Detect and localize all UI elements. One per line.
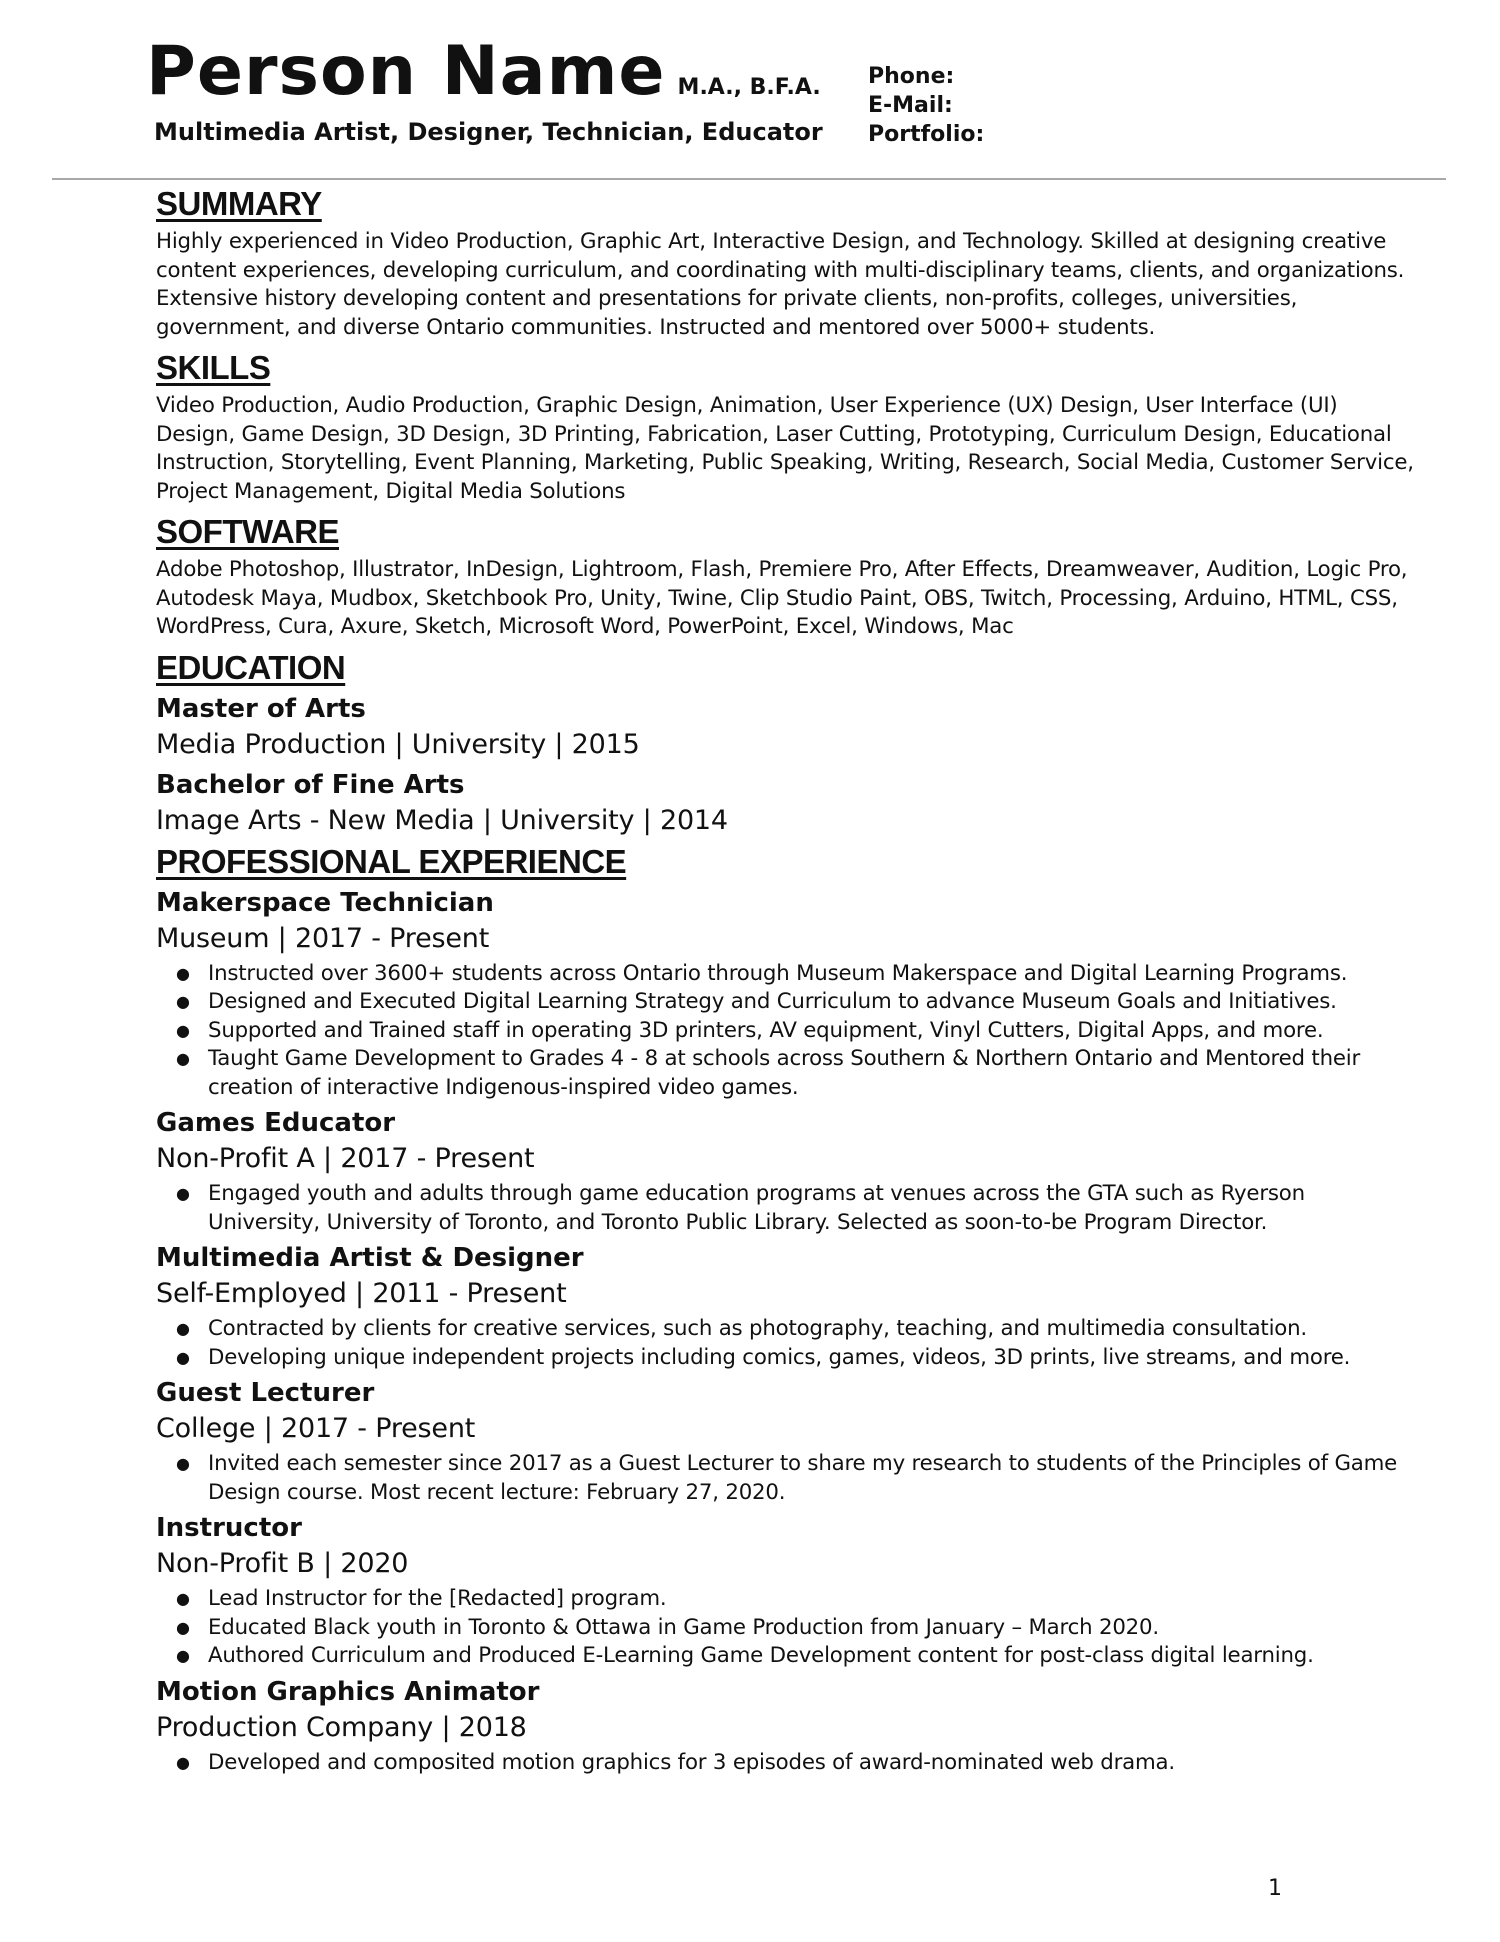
education-section (156, 648, 1416, 840)
bullet-icon: ● (176, 1589, 190, 1608)
header-divider (52, 178, 1446, 180)
job-org: Non-Profit B | 2020 (156, 1548, 409, 1579)
list-item (156, 1344, 1416, 1373)
job-entry (156, 886, 1416, 1103)
list-item (156, 1315, 1416, 1344)
job-role: Makerspace Technician (156, 887, 494, 918)
bullet-text: Educated Black youth in Toronto & Ottawa in Game Production from January – March 2020. (208, 1614, 1159, 1640)
job-org: Museum | 2017 - Present (156, 922, 490, 954)
job-role: Guest Lecturer (156, 1378, 375, 1408)
page-number: 1 (1268, 1876, 1282, 1901)
bullet-icon: ● (176, 1646, 190, 1665)
bullet-text: Designed and Executed Digital Learning Strategy and Curriculum to advance Museum Goals and Initiatives. (208, 989, 1337, 1014)
bullet-icon: ● (176, 1617, 190, 1637)
job-bullets (156, 1749, 1416, 1778)
job-bullets (156, 1585, 1416, 1671)
section-title-education: EDUCATION (156, 648, 346, 686)
job-entry (156, 1376, 1416, 1507)
bullet-icon: ● (176, 1454, 190, 1473)
job-entry (156, 1106, 1416, 1237)
tagline: Multimedia Artist, Designer, Technician, Educator (154, 118, 823, 146)
bullet-text: Taught Game Development to Grades 4 - 8 at schools across Southern & Northern Ontario and Mentored their creation of interactive Indigenous-inspired video games. (208, 1046, 1361, 1100)
list-item (156, 1614, 1416, 1643)
bullet-icon: ● (176, 1049, 190, 1068)
bullet-text: Invited each semester since 2017 as a Guest Lecturer to share my research to students of the Principles of Game Design course. Most recent lecture: February 27, 2020. (208, 1451, 1398, 1505)
degree-detail: Media Production | University | 2015 (156, 728, 640, 760)
job-entry (156, 1511, 1416, 1671)
degree-title: Bachelor of Fine Arts (156, 769, 465, 800)
job-bullets (156, 1315, 1416, 1372)
bullet-text: Contracted by clients for creative services, such as photography, teaching, and multimedia consultation. (208, 1316, 1307, 1341)
job-role: Games Educator (156, 1108, 396, 1138)
job-org: Self-Employed | 2011 - Present (156, 1278, 567, 1309)
job-bullets (156, 1450, 1416, 1507)
bullet-icon: ● (176, 1184, 190, 1203)
job-entry (156, 1675, 1416, 1778)
job-role: Multimedia Artist & Designer (156, 1243, 584, 1273)
bullet-text: Authored Curriculum and Produced E-Learning Game Development content for post-class digital learning. (208, 1643, 1314, 1668)
list-item (156, 1450, 1416, 1507)
resume-body (156, 184, 1416, 1781)
bullet-text: Lead Instructor for the [Redacted] program. (208, 1586, 667, 1611)
bullet-text: Engaged youth and adults through game education programs at venues across the GTA such as Ryerson University, University of Toronto, and Toronto Public Library. Selected as soon-to-be Program Director. (208, 1181, 1305, 1235)
list-item (156, 960, 1416, 989)
list-item (156, 1642, 1416, 1671)
person-name: Person Name (146, 32, 666, 111)
job-entry (156, 1241, 1416, 1372)
summary-section (156, 184, 1416, 342)
list-item (156, 1585, 1416, 1614)
bullet-icon: ● (176, 963, 190, 983)
bullet-icon: ● (176, 1347, 190, 1367)
education-item (156, 768, 1416, 840)
list-item (156, 1045, 1416, 1102)
experience-section (156, 842, 1416, 1778)
section-title-experience: PROFESSIONAL EXPERIENCE (156, 842, 627, 880)
bullet-text: Supported and Trained staff in operating 3D printers, AV equipment, Vinyl Cutters, Digital Apps, and more. (208, 1017, 1324, 1043)
degree-detail: Image Arts - New Media | University | 2014 (156, 804, 728, 836)
bullet-text: Developed and composited motion graphics for 3 episodes of award-nominated web drama. (208, 1749, 1175, 1775)
education-item (156, 692, 1416, 764)
degree-title: Master of Arts (156, 693, 366, 724)
job-org: Non-Profit A | 2017 - Present (156, 1143, 535, 1174)
list-item (156, 1017, 1416, 1046)
skills-section (156, 348, 1416, 506)
job-bullets (156, 1180, 1416, 1237)
section-title-summary: SUMMARY (156, 185, 322, 222)
portfolio-label: Portfolio: (868, 122, 985, 147)
credentials: M.A., B.F.A. (677, 75, 821, 100)
job-role: Instructor (156, 1513, 302, 1543)
bullet-text: Developing unique independent projects including comics, games, videos, 3D prints, live streams, and more. (208, 1344, 1351, 1370)
bullet-icon: ● (176, 992, 190, 1011)
software-text: Adobe Photoshop, Illustrator, InDesign, Lightroom, Flash, Premiere Pro, After Effects, Dreamweaver, Audition, Logic Pro, Autodesk Maya, Mudbox, Sketchbook Pro, Unity, Twine, Clip Studio Paint, OBS, Twitch, Processing, Arduino, HTML, CSS, WordPress, Cura, Axure, Sketch, Microsoft Word, PowerPoint, Excel, Windows, Mac (156, 557, 1408, 639)
name-line (146, 32, 821, 111)
email-label: E-Mail: (868, 93, 953, 118)
job-org: Production Company | 2018 (156, 1711, 527, 1743)
summary-text: Highly experienced in Video Production, Graphic Art, Interactive Design, and Technology. Skilled at designing creative content experiences, developing curriculum, and coordinating with multi-disciplinary teams, clients, and organizations. Extensive history developing content and presentations for private clients, non-profits, colleges, universities, government, and diverse Ontario communities. Instructed and mentored over 5000+ students. (156, 229, 1405, 340)
section-title-software: SOFTWARE (156, 513, 339, 550)
resume-header (0, 0, 1500, 180)
job-role: Motion Graphics Animator (156, 1676, 540, 1707)
bullet-icon: ● (176, 1319, 190, 1338)
contact-block (868, 62, 984, 149)
list-item (156, 988, 1416, 1017)
software-section (156, 512, 1416, 642)
bullet-icon: ● (176, 1020, 190, 1040)
list-item (156, 1749, 1416, 1778)
skills-text: Video Production, Audio Production, Graphic Design, Animation, User Experience (UX) Design, User Interface (UI) Design, Game Design, 3D Design, 3D Printing, Fabrication, Laser Cutting, Prototyping, Curriculum Design, Educational Instruction, Storytelling, Event Planning, Marketing, Public Speaking, Writing, Research, Social Media, Customer Service, Project Management, Digital Media Solutions (156, 393, 1414, 504)
job-bullets (156, 960, 1416, 1103)
job-org: College | 2017 - Present (156, 1413, 476, 1444)
bullet-icon: ● (176, 1752, 190, 1772)
phone-label: Phone: (868, 64, 955, 89)
bullet-text: Instructed over 3600+ students across Ontario through Museum Makerspace and Digital Learning Programs. (208, 960, 1348, 986)
section-title-skills: SKILLS (156, 349, 271, 386)
list-item (156, 1180, 1416, 1237)
